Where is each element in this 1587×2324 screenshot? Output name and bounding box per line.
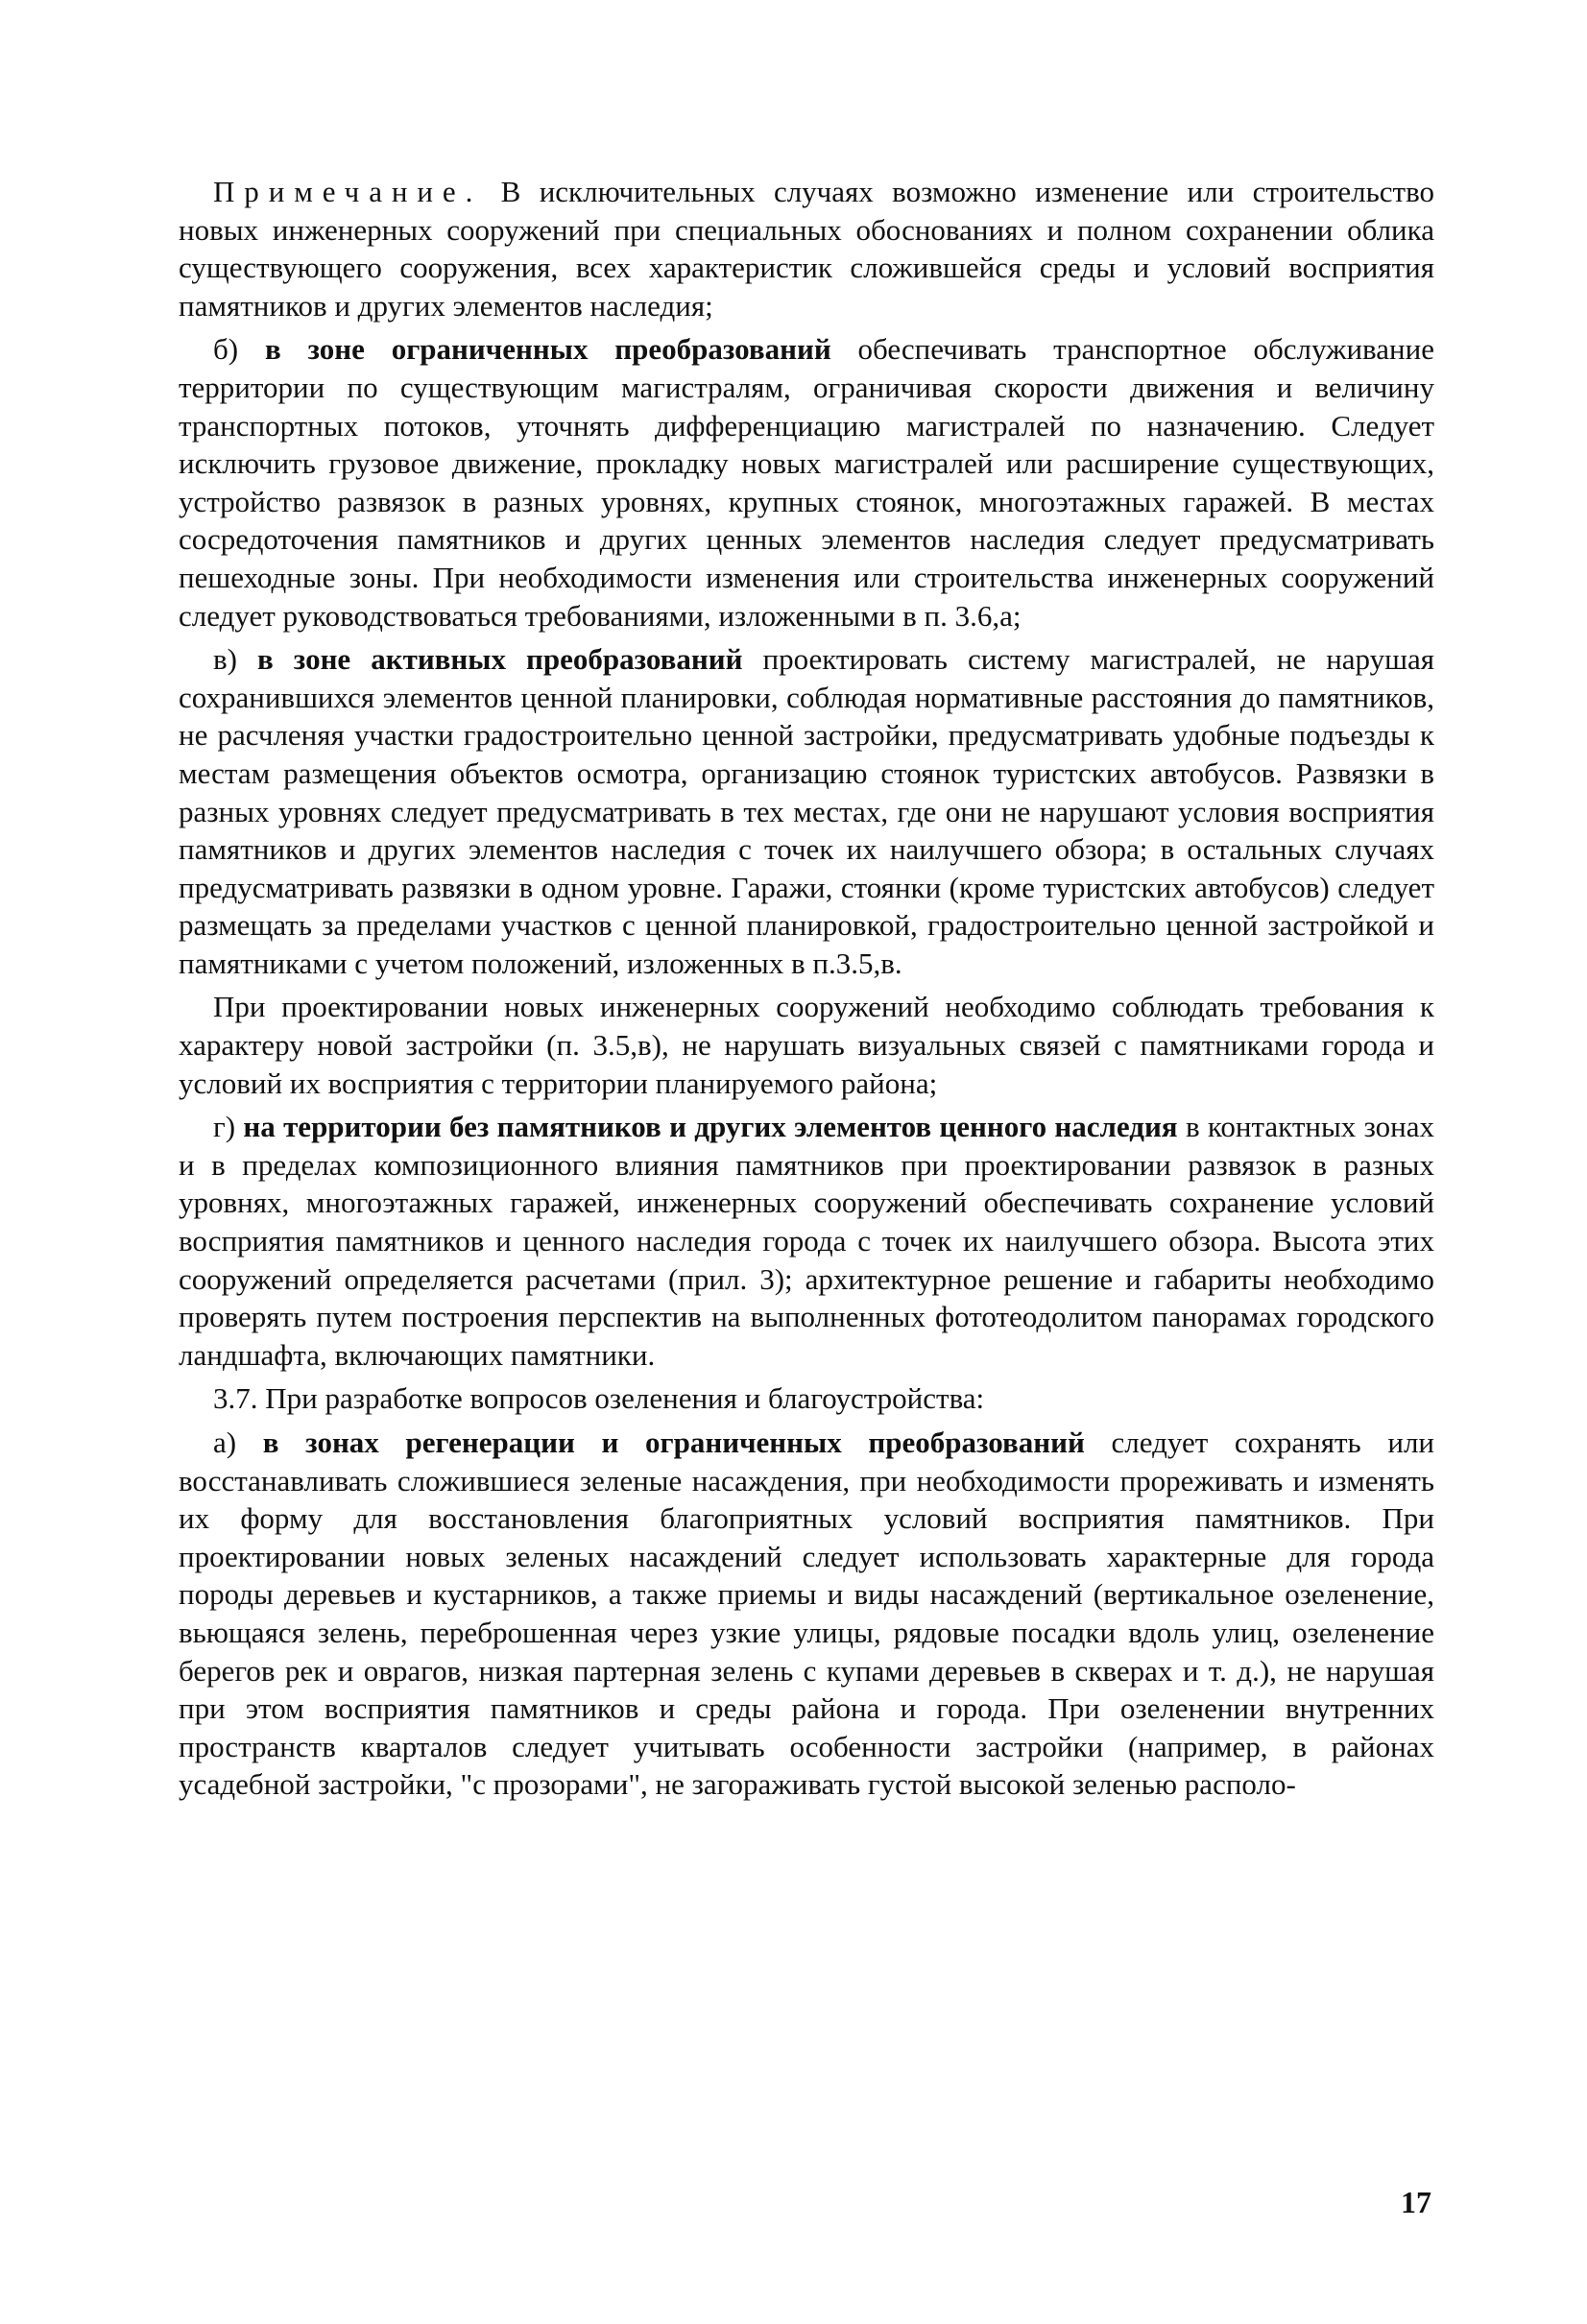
page-body [179,173,1434,1809]
item-v-text: проектировать систему магистралей, не нарушая сохранившихся элементов ценной планировки, соблюдая нормативные расстояния до памятников, не расчленяя участки градостроительно ценной застройки, предусматривать удобные подъезды к местам размещения объектов осмотра, организацию стоянок туристских автобусов. Развязки в разных уровнях следует предусматривать в тех местах, где они не нарушают условия восприятия памятников и других элементов наследия с точек их наилучшего обзора; в остальных случаях предусматривать развязки в одном уровне. Гаражи, стоянки (кроме туристских автобусов) следует размещать за пределами участков с ценной планировкой, градостроительно ценной застройкой и памятниками с учетом положений, изложенных в п.3.5,в. [179,642,1435,980]
item-v-heading: в зоне активных преобразований [257,642,743,677]
item-g-text: в контактных зонах и в пределах композиционного влияния памятников при проектировании развязок в разных уровнях, многоэтажных гаражей, инженерных сооружений обеспечивать сохранение условий восприятия памятников и ценного наследия города с точек их наилучшего обзора. Высота этих сооружений определяется расчетами (прил. 3); архитектурное решение и габариты необходимо проверять путем построения перспектив на выполненных фототеодолитом панорамах городского ландшафта, включающих памятники. [179,1110,1435,1372]
item-a-paragraph [179,1424,1434,1804]
item-g-heading: на территории без памятников и других элементов ценного наследия [243,1110,1178,1144]
note-text: В исключительных случаях возможно изменение или строительство новых инженерных сооружений при специальных обоснованиях и полном сохранении облика существующего сооружения, всех характеристик сложившейся среды и условий восприятия памятников и других элементов наследия; [179,175,1435,323]
item-a-heading: в зонах регенерации и ограниченных преобразований [262,1426,1085,1459]
item-g-marker: г) [213,1110,236,1144]
item-a-text: следует сохранять или восстанавливать сложившиеся зеленые насаждения, при необходимости прореживать и изменять их форму для восстановления благоприятных условий восприятия памятников. При проектировании новых зеленых насаждений следует использовать характерные для города породы деревьев и кустарников, а также приемы и виды насаждений (вертикальное озеленение, вьющаяся зелень, переброшенная через узкие улицы, рядовые посадки вдоль улиц, озеленение берегов рек и оврагов, низкая партерная зелень с купами деревьев в скверах и т. д.), не нарушая при этом восприятия памятников и среды района и города. При озеленении внутренних пространств кварталов следует учитывать особенности застройки (например, в районах усадебной застройки, "с прозорами", не загораживать густой высокой зеленью располо- [179,1426,1435,1802]
item-v-paragraph [179,640,1434,982]
note-paragraph [179,173,1434,324]
item-v-marker: в) [213,642,237,677]
item-g-paragraph [179,1108,1434,1374]
item-b-text: обеспечивать транспортное обслуживание территории по существующим магистралям, ограничивая скорости движения и величину транспортных потоков, уточнять дифференциацию магистралей по назначению. Следует исключить грузовое движение, прокладку новых магистралей или расширение существующих, устройство развязок в разных уровнях, крупных стоянок, многоэтажных гаражей. В местах сосредоточения памятников и других ценных элементов наследия следует предусматривать пешеходные зоны. При необходимости изменения или строительства инженерных сооружений следует руководствоваться требованиями, изложенными в п. 3.6,а; [179,332,1434,633]
item-b-marker: б) [213,332,239,367]
section-3-7-heading: 3.7. При разработке вопросов озеленения и благоустройства: [213,1381,985,1416]
item-b-heading: в зоне ограниченных преобразований [264,332,831,367]
page-number: 17 [1401,2185,1431,2219]
item-b-paragraph [179,330,1434,635]
note-label: Примечание. [213,175,483,208]
design-paragraph: При проектировании новых инженерных сооружений необходимо соблюдать требования к характеру новой застройки (п. 3.5,в), не нарушать визуальных связей с памятниками города и условий их восприятия с территории планируемого района; [179,990,1434,1100]
item-a-marker: а) [213,1426,237,1459]
